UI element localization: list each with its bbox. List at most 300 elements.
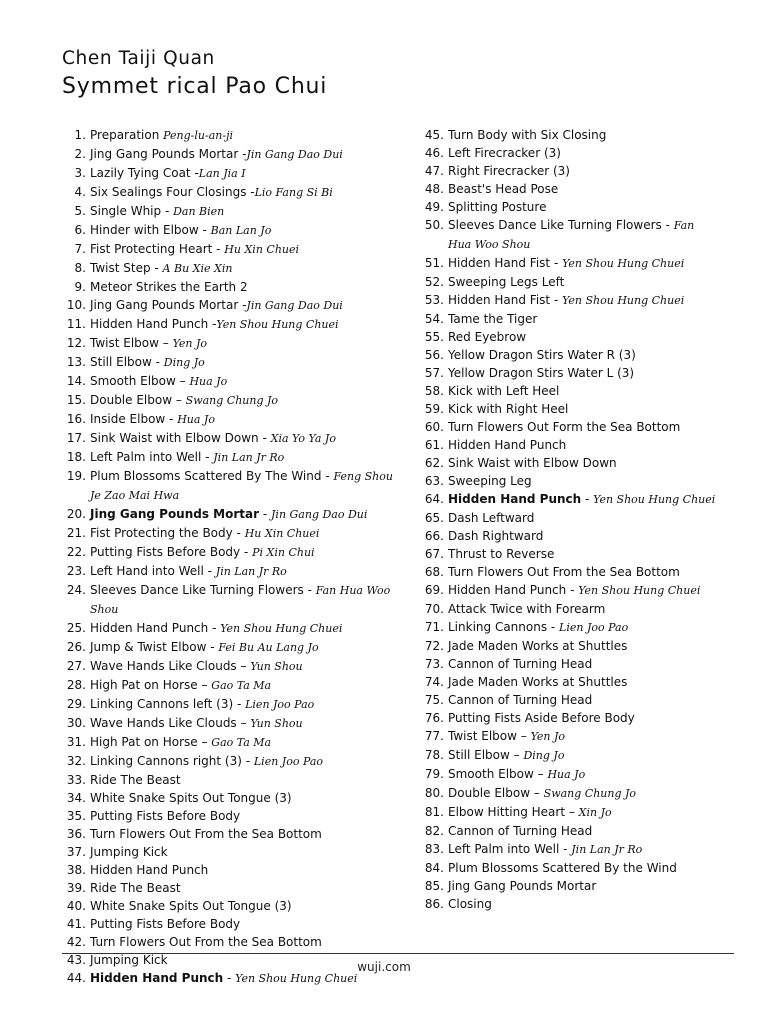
- item-number: 3.: [74, 166, 86, 180]
- list-item: [420, 563, 720, 581]
- chinese-name: Gao Ta Ma: [211, 736, 272, 749]
- move-name: Plum Blossoms Scattered By the Wind: [448, 861, 677, 875]
- item-number: 50.: [424, 218, 444, 232]
- separator: -: [581, 492, 594, 506]
- item-text: [90, 752, 402, 771]
- list-item: [62, 695, 402, 714]
- item-number: 34.: [66, 791, 86, 805]
- list-item: [62, 562, 402, 581]
- item-text: [90, 221, 402, 240]
- item-text: [448, 162, 720, 180]
- list-item: [62, 145, 402, 164]
- list-item: [62, 657, 402, 676]
- item-number: 48.: [424, 182, 444, 196]
- item-number: 74.: [424, 675, 444, 689]
- chinese-name: Lio Fang Si Bi: [254, 186, 333, 199]
- item-number: 28.: [66, 678, 86, 692]
- move-name: Twist Elbow –: [90, 336, 173, 350]
- item-number: 63.: [424, 474, 444, 488]
- chinese-name: Ding Jo: [523, 749, 565, 762]
- item-number: 56.: [424, 348, 444, 362]
- item-text: [90, 714, 402, 733]
- item-text: [90, 581, 402, 619]
- item-text: [90, 467, 402, 505]
- item-number: 53.: [424, 293, 444, 307]
- item-text: [90, 391, 402, 410]
- item-number: 54.: [424, 312, 444, 326]
- chinese-name: Ding Jo: [163, 356, 205, 369]
- move-name: Wave Hands Like Clouds –: [90, 659, 251, 673]
- move-name: Turn Flowers Out From the Sea Bottom: [448, 565, 680, 579]
- item-text: [90, 843, 402, 861]
- item-text: [448, 877, 720, 895]
- chinese-name: Swang Chung Jo: [185, 394, 279, 407]
- item-number: 2.: [74, 147, 86, 161]
- move-name: Hidden Hand Punch -: [448, 583, 579, 597]
- title-line-1: Chen Taiji Quan: [62, 48, 215, 69]
- chinese-name: A Bu Xie Xin: [162, 262, 233, 275]
- list-item: [62, 933, 402, 951]
- item-number: 84.: [424, 861, 444, 875]
- chinese-name: Lien Joo Pao: [245, 698, 315, 711]
- chinese-name: Yen Shou Hung Chuei: [220, 622, 343, 635]
- list-item: [420, 400, 720, 418]
- item-number: 9.: [74, 280, 86, 294]
- item-text: [448, 727, 720, 746]
- item-number: 45.: [424, 128, 444, 142]
- move-name: Ride The Beast: [90, 773, 181, 787]
- move-name: Splitting Posture: [448, 200, 547, 214]
- move-name: Jade Maden Works at Shuttles: [448, 639, 628, 653]
- chinese-name: Yen Shou Hung Chuei: [235, 972, 358, 985]
- item-text: [448, 291, 720, 310]
- item-text: [90, 410, 402, 429]
- list-item: [420, 765, 720, 784]
- item-text: [448, 637, 720, 655]
- list-item: [62, 752, 402, 771]
- item-text: [448, 784, 720, 803]
- item-text: [90, 183, 402, 202]
- item-number: 80.: [424, 786, 444, 800]
- chinese-name: Fei Bu Au Lang Jo: [218, 641, 319, 654]
- item-number: 8.: [74, 261, 86, 275]
- item-number: 11.: [66, 317, 86, 331]
- list-item: [62, 638, 402, 657]
- list-item: [62, 789, 402, 807]
- list-item: [420, 310, 720, 328]
- move-name: Lazily Tying Coat -: [90, 166, 199, 180]
- list-item: [62, 879, 402, 897]
- item-text: [448, 490, 720, 509]
- item-number: 12.: [66, 336, 86, 350]
- move-name: Hidden Hand Fist -: [448, 256, 563, 270]
- item-number: 15.: [66, 393, 86, 407]
- move-name: Wave Hands Like Clouds –: [90, 716, 251, 730]
- list-item: [420, 144, 720, 162]
- list-item: [62, 353, 402, 372]
- item-text: [448, 709, 720, 727]
- item-number: 52.: [424, 275, 444, 289]
- list-item: [420, 180, 720, 198]
- separator: -: [259, 507, 272, 521]
- move-name: Double Elbow –: [90, 393, 186, 407]
- title-line-2: Symmet rical Pao Chui: [62, 74, 328, 99]
- list-item: [62, 807, 402, 825]
- item-text: [90, 315, 402, 334]
- item-text: [448, 840, 720, 859]
- item-number: 59.: [424, 402, 444, 416]
- list-item: [62, 771, 402, 789]
- move-name: Plum Blossoms Scattered By The Wind -: [90, 469, 334, 483]
- list-item: [62, 915, 402, 933]
- chinese-name: Swang Chung Jo: [543, 787, 637, 800]
- item-text: [448, 216, 720, 254]
- list-item: [62, 429, 402, 448]
- move-name: Linking Cannons -: [448, 620, 560, 634]
- move-name: Kick with Left Heel: [448, 384, 560, 398]
- move-name: Hidden Hand Punch: [90, 863, 209, 877]
- chinese-name: Yen Shou Hung Chuei: [578, 584, 701, 597]
- item-number: 35.: [66, 809, 86, 823]
- item-number: 40.: [66, 899, 86, 913]
- move-name: Hidden Hand Punch: [448, 438, 567, 452]
- move-name: Beast's Head Pose: [448, 182, 559, 196]
- list-item: [420, 859, 720, 877]
- chinese-name: Lan Jia I: [198, 167, 246, 180]
- move-name: Turn Body with Six Closing: [448, 128, 607, 142]
- list-item: [420, 490, 720, 509]
- move-name: Thrust to Reverse: [448, 547, 555, 561]
- chinese-name: Peng-lu-an-ji: [163, 129, 234, 142]
- item-text: [448, 382, 720, 400]
- move-name: Jing Gang Pounds Mortar -: [90, 298, 247, 312]
- list-item: [420, 418, 720, 436]
- item-text: [90, 524, 402, 543]
- item-text: [448, 310, 720, 328]
- chinese-name: Jin Gang Dao Dui: [246, 299, 343, 312]
- move-name: Jump & Twist Elbow -: [90, 640, 219, 654]
- item-text: [90, 505, 402, 524]
- move-name: White Snake Spits Out Tongue (3): [90, 791, 292, 805]
- item-number: 44.: [66, 971, 86, 985]
- move-name: Left Palm into Well -: [90, 450, 214, 464]
- chinese-name: Yen Shou Hung Chuei: [562, 294, 685, 307]
- item-text: [448, 765, 720, 784]
- list-item: [62, 467, 402, 505]
- list-item: [420, 254, 720, 273]
- chinese-name: Yun Shou: [250, 660, 303, 673]
- item-text: [448, 822, 720, 840]
- item-text: [90, 676, 402, 695]
- item-number: 70.: [424, 602, 444, 616]
- move-name: Left Hand into Well -: [90, 564, 216, 578]
- item-text: [448, 328, 720, 346]
- move-name: Left Palm into Well -: [448, 842, 572, 856]
- list-item: [420, 291, 720, 310]
- item-number: 64.: [424, 492, 444, 506]
- item-text: [90, 562, 402, 581]
- item-number: 14.: [66, 374, 86, 388]
- item-number: 62.: [424, 456, 444, 470]
- item-number: 36.: [66, 827, 86, 841]
- move-name: Twist Step -: [90, 261, 163, 275]
- move-name: Tame the Tiger: [448, 312, 538, 326]
- chinese-name: Hu Xin Chuei: [244, 527, 320, 540]
- item-number: 5.: [74, 204, 86, 218]
- list-item: [420, 618, 720, 637]
- item-text: [90, 429, 402, 448]
- item-number: 65.: [424, 511, 444, 525]
- list-item: [420, 472, 720, 490]
- item-number: 75.: [424, 693, 444, 707]
- item-number: 79.: [424, 767, 444, 781]
- move-name: Double Elbow –: [448, 786, 544, 800]
- move-name: Hidden Hand Punch -: [90, 621, 221, 635]
- item-text: [90, 807, 402, 825]
- item-text: [448, 618, 720, 637]
- item-number: 33.: [66, 773, 86, 787]
- list-item: [62, 733, 402, 752]
- move-name: Hidden Hand Punch: [90, 971, 224, 985]
- move-name: Sleeves Dance Like Turning Flowers -: [90, 583, 316, 597]
- item-number: 29.: [66, 697, 86, 711]
- item-text: [448, 273, 720, 291]
- item-number: 31.: [66, 735, 86, 749]
- item-text: [90, 619, 402, 638]
- chinese-name: Xia Yo Ya Jo: [270, 432, 336, 445]
- chinese-name: Jin Gang Dao Dui: [246, 148, 343, 161]
- item-text: [448, 180, 720, 198]
- item-number: 72.: [424, 639, 444, 653]
- list-item: [420, 273, 720, 291]
- item-number: 18.: [66, 450, 86, 464]
- chinese-name: Hua Jo: [177, 413, 215, 426]
- item-text: [90, 861, 402, 879]
- list-item: [420, 328, 720, 346]
- item-text: [448, 895, 720, 913]
- move-name: Turn Flowers Out Form the Sea Bottom: [448, 420, 681, 434]
- item-text: [448, 859, 720, 877]
- move-name: Cannon of Turning Head: [448, 693, 593, 707]
- item-text: [448, 600, 720, 618]
- chinese-name: Yen Jo: [172, 337, 208, 350]
- move-name: Ride The Beast: [90, 881, 181, 895]
- item-text: [90, 240, 402, 259]
- move-name: Hidden Hand Punch: [448, 492, 582, 506]
- item-text: [90, 733, 402, 752]
- chinese-name: Pi Xin Chui: [252, 546, 315, 559]
- move-name: Sweeping Leg: [448, 474, 532, 488]
- item-number: 86.: [424, 897, 444, 911]
- chinese-name: Feng Shou Je Zao Mai Hwa: [90, 470, 393, 502]
- item-text: [90, 259, 402, 278]
- move-name: Sweeping Legs Left: [448, 275, 565, 289]
- item-number: 69.: [424, 583, 444, 597]
- chinese-name: Yen Shou Hung Chuei: [562, 257, 685, 270]
- move-name: Yellow Dragon Stirs Water L (3): [448, 366, 635, 380]
- item-number: 76.: [424, 711, 444, 725]
- item-number: 10.: [66, 298, 86, 312]
- move-name: Dash Leftward: [448, 511, 535, 525]
- list-item: [62, 202, 402, 221]
- move-name: Twist Elbow –: [448, 729, 531, 743]
- list-item: [420, 162, 720, 180]
- list-item: [420, 198, 720, 216]
- move-name: Linking Cannons left (3) -: [90, 697, 246, 711]
- item-text: [90, 334, 402, 353]
- list-item: [62, 221, 402, 240]
- move-name: Left Firecracker (3): [448, 146, 561, 160]
- item-number: 21.: [66, 526, 86, 540]
- item-number: 55.: [424, 330, 444, 344]
- item-text: [90, 372, 402, 391]
- move-name: Right Firecracker (3): [448, 164, 570, 178]
- move-name: Preparation: [90, 128, 164, 142]
- chinese-name: Jin Lan Jr Ro: [215, 565, 287, 578]
- item-text: [448, 254, 720, 273]
- item-text: [90, 543, 402, 562]
- item-text: [448, 545, 720, 563]
- item-text: [448, 436, 720, 454]
- list-item: [62, 897, 402, 915]
- chinese-name: Fan Hua Woo Shou: [90, 584, 391, 616]
- item-text: [90, 897, 402, 915]
- item-number: 71.: [424, 620, 444, 634]
- item-number: 57.: [424, 366, 444, 380]
- list-item: [420, 840, 720, 859]
- item-text: [448, 803, 720, 822]
- item-number: 16.: [66, 412, 86, 426]
- list-item: [62, 448, 402, 467]
- list-item: [420, 545, 720, 563]
- item-number: 73.: [424, 657, 444, 671]
- item-text: [448, 581, 720, 600]
- chinese-name: Hua Jo: [547, 768, 586, 781]
- move-name: White Snake Spits Out Tongue (3): [90, 899, 292, 913]
- list-item: [420, 436, 720, 454]
- chinese-name: Hu Xin Chuei: [224, 243, 300, 256]
- chinese-name: Xin Jo: [578, 806, 612, 819]
- move-name: Still Elbow –: [448, 748, 524, 762]
- move-name: Inside Elbow -: [90, 412, 178, 426]
- list-item: [420, 822, 720, 840]
- move-name: Single Whip -: [90, 204, 174, 218]
- item-text: [448, 400, 720, 418]
- list-item: [420, 581, 720, 600]
- footer-site: wuji.com: [357, 960, 411, 974]
- move-name: Smooth Elbow –: [90, 374, 190, 388]
- item-text: [90, 448, 402, 467]
- chinese-name: Ban Lan Jo: [210, 224, 272, 237]
- move-name: Sleeves Dance Like Turning Flowers -: [448, 218, 674, 232]
- item-number: 83.: [424, 842, 444, 856]
- move-name: Six Sealings Four Closings -: [90, 185, 255, 199]
- item-text: [448, 454, 720, 472]
- item-text: [448, 346, 720, 364]
- item-text: [448, 144, 720, 162]
- move-name: Hidden Hand Punch -: [90, 317, 217, 331]
- item-text: [90, 164, 402, 183]
- list-item: [420, 600, 720, 618]
- item-number: 24.: [66, 583, 86, 597]
- item-text: [90, 695, 402, 714]
- chinese-name: Jin Lan Jr Ro: [213, 451, 285, 464]
- chinese-name: Lien Joo Pao: [559, 621, 629, 634]
- list-item: [62, 619, 402, 638]
- move-name: High Pat on Horse –: [90, 678, 212, 692]
- list-item: [62, 240, 402, 259]
- list-item: [420, 803, 720, 822]
- item-number: 19.: [66, 469, 86, 483]
- item-number: 78.: [424, 748, 444, 762]
- item-number: 47.: [424, 164, 444, 178]
- form-list-right: [420, 126, 720, 913]
- list-item: [62, 825, 402, 843]
- list-item: [420, 364, 720, 382]
- item-number: 61.: [424, 438, 444, 452]
- item-text: [90, 638, 402, 657]
- item-number: 68.: [424, 565, 444, 579]
- list-item: [420, 727, 720, 746]
- move-name: Dash Rightward: [448, 529, 544, 543]
- move-name: Jing Gang Pounds Mortar -: [90, 147, 247, 161]
- move-name: Closing: [448, 897, 492, 911]
- list-item: [62, 391, 402, 410]
- move-name: Meteor Strikes the Earth 2: [90, 280, 248, 294]
- chinese-name: Hua Jo: [189, 375, 228, 388]
- list-item: [420, 784, 720, 803]
- item-number: 20.: [66, 507, 86, 521]
- form-list-left: [62, 126, 402, 988]
- list-item: [62, 524, 402, 543]
- item-text: [90, 202, 402, 221]
- chinese-name: Gao Ta Ma: [211, 679, 272, 692]
- list-item: [62, 126, 402, 145]
- list-item: [62, 278, 402, 296]
- item-text: [90, 789, 402, 807]
- list-item: [62, 183, 402, 202]
- chinese-name: Dan Bien: [173, 205, 225, 218]
- item-text: [448, 563, 720, 581]
- list-item: [62, 372, 402, 391]
- item-number: 26.: [66, 640, 86, 654]
- item-text: [448, 527, 720, 545]
- item-number: 60.: [424, 420, 444, 434]
- list-item: [420, 877, 720, 895]
- move-name: Fist Protecting the Body -: [90, 526, 245, 540]
- move-name: Sink Waist with Elbow Down -: [90, 431, 271, 445]
- item-number: 13.: [66, 355, 86, 369]
- list-item: [62, 543, 402, 562]
- move-name: Jumping Kick: [90, 953, 168, 967]
- move-name: Sink Waist with Elbow Down: [448, 456, 617, 470]
- item-number: 58.: [424, 384, 444, 398]
- list-item: [420, 346, 720, 364]
- move-name: Fist Protecting Heart -: [90, 242, 225, 256]
- item-text: [90, 278, 402, 296]
- list-item: [420, 637, 720, 655]
- item-text: [448, 418, 720, 436]
- item-number: 82.: [424, 824, 444, 838]
- item-text: [90, 915, 402, 933]
- chinese-name: Yen Jo: [530, 730, 566, 743]
- item-text: [90, 353, 402, 372]
- item-text: [90, 879, 402, 897]
- item-number: 51.: [424, 256, 444, 270]
- list-item: [420, 382, 720, 400]
- list-item: [420, 527, 720, 545]
- item-text: [448, 655, 720, 673]
